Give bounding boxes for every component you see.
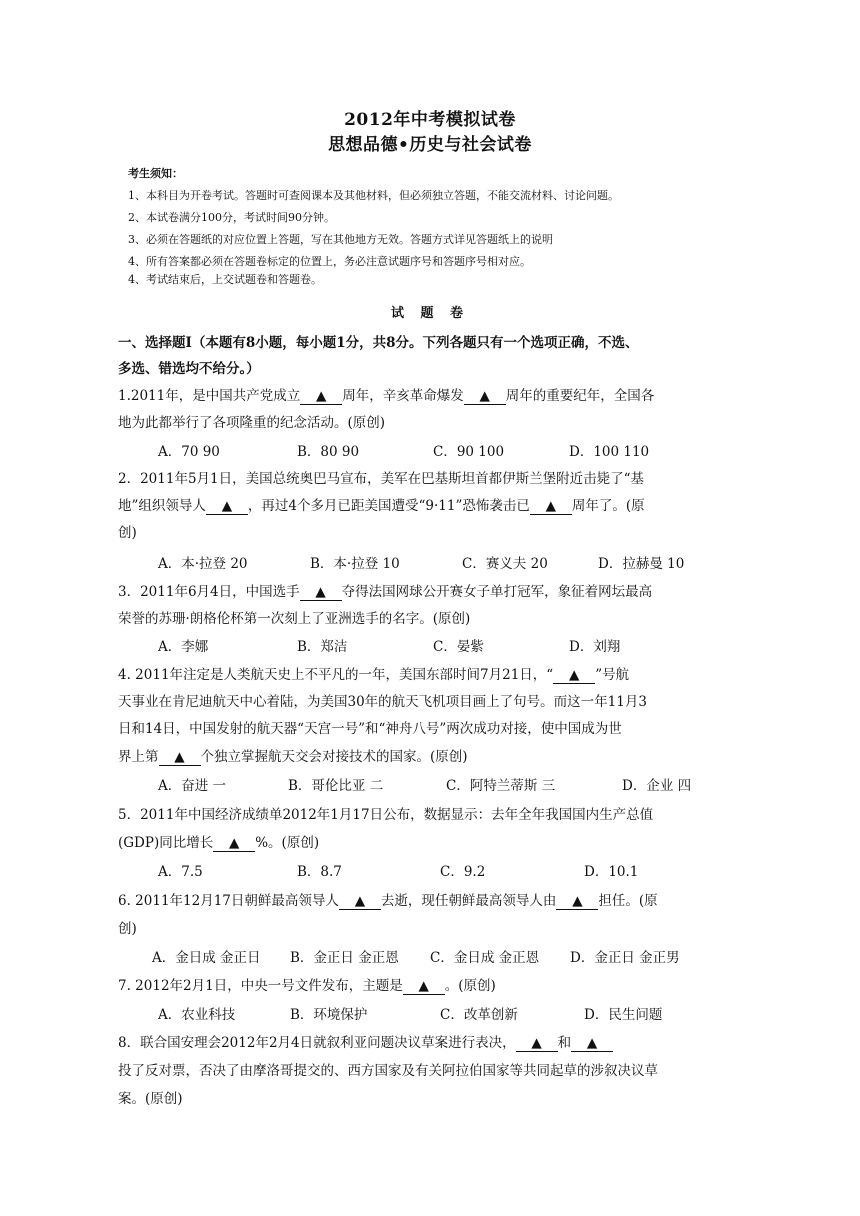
option-a: A．7.5: [158, 864, 203, 880]
question-6-cont: 创): [118, 921, 137, 937]
option-a: A．李娜: [158, 639, 209, 655]
question-6: 6. 2011年12月17日朝鲜最高领导人 ▲ 去逝，现任朝鲜最高领导人由 ▲ 担任。(原: [118, 893, 658, 909]
notice-item: 1、本科目为开卷考试。答题时可查阅课本及其他材料，但必须独立答题，不能交流材料、讨论问题。: [128, 189, 619, 202]
exam-title: 2012年中考模拟试卷: [344, 110, 516, 130]
question-8: 8．联合国安理会2012年2月4日就叙利亚问题决议草案进行表决， ▲ 和 ▲: [118, 1031, 613, 1052]
option-d: D．企业 四: [622, 778, 692, 794]
option-a: A．农业科技: [158, 1007, 236, 1023]
option-c: C．赛义夫 20: [462, 556, 548, 572]
notice-heading: 考生须知：: [128, 167, 183, 180]
option-c: C．9.2: [440, 864, 486, 880]
option-c: C．金日成 金正恩: [430, 950, 540, 966]
answer-blank: ▲: [530, 499, 572, 515]
answer-blank: ▲: [339, 894, 381, 910]
question-5-cont: (GDP)同比增长 ▲ %。(原创): [118, 835, 320, 851]
answer-blank: ▲: [553, 668, 595, 684]
option-d: D．100 110: [569, 444, 650, 460]
option-d: D．金正日 金正男: [570, 950, 680, 966]
question-2-cont: 地”组织领导人 ▲ ，再过4个多月已距美国遭受“9·11”恐怖袭击已 ▲ 周年了。(原: [118, 498, 645, 514]
answer-blank: ▲: [213, 836, 255, 852]
notice-item: 4、考试结束后，上交试题卷和答题卷。: [128, 273, 322, 286]
notice-item: 4、所有答案都必须在答题卷标定的位置上，务必注意试题序号和答题序号相对应。: [128, 255, 531, 268]
question-1: 1.2011年，是中国共产党成立 ▲ 周年，辛亥革命爆发 ▲ 周年的重要纪年，全国各: [118, 388, 655, 404]
notice-item: 3、必须在答题纸的对应位置上答题，写在其他地方无效。答题方式详见答题纸上的说明: [128, 233, 553, 246]
question-8-cont: 投了反对票，否决了由摩洛哥提交的、西方国家及有关阿拉伯国家等共同起草的涉叙决议草: [118, 1063, 658, 1079]
question-1-cont: 地为此都举行了各项隆重的纪念活动。(原创): [118, 415, 386, 431]
option-a: A．本·拉登 20: [158, 556, 248, 572]
option-c: C．晏紫: [433, 639, 484, 655]
answer-blank: ▲: [403, 979, 445, 995]
question-4-cont: 天事业在肯尼迪航天中心着陆，为美国30年的航天飞机项目画上了句号。而这一年11月3: [118, 694, 647, 710]
answer-blank: ▲: [556, 894, 598, 910]
option-b: B．8.7: [297, 864, 342, 880]
option-d: D．民生问题: [584, 1007, 663, 1023]
section-title: 试 题 卷: [390, 306, 470, 321]
option-d: D．拉赫曼 10: [598, 556, 685, 572]
part-heading: 一、选择题Ⅰ（本题有8小题，每小题1分，共8分。下列各题只有一个选项正确，不选、: [118, 335, 639, 351]
question-4: 4. 2011年注定是人类航天史上不平凡的一年，美国东部时间7月21日，“ ▲ ”号航: [118, 667, 630, 683]
option-b: B．80 90: [297, 444, 360, 460]
option-b: B．哥伦比亚 二: [288, 778, 384, 794]
option-b: B．郑洁: [297, 639, 348, 655]
option-c: C．改革创新: [440, 1007, 518, 1023]
notice-item: 2、本试卷满分100分，考试时间90分钟。: [128, 211, 335, 224]
question-7: 7. 2012年2月1日，中央一号文件发布，主题是 ▲ 。(原创): [118, 978, 496, 994]
answer-blank: ▲: [516, 1036, 558, 1052]
option-b: B．环境保护: [290, 1007, 368, 1023]
option-b: B．本·拉登 10: [310, 556, 400, 572]
option-d: D．刘翔: [569, 639, 621, 655]
answer-blank: ▲: [300, 389, 342, 405]
answer-blank: ▲: [159, 750, 201, 766]
option-b: B．金正日 金正恩: [290, 950, 399, 966]
option-a: A．奋进 一: [158, 778, 227, 794]
option-a: A．金日成 金正日: [152, 950, 261, 966]
question-8-cont: 案。(原创): [118, 1091, 183, 1107]
answer-blank: ▲: [206, 499, 248, 515]
exam-subtitle: 思想品德•历史与社会试卷: [328, 135, 532, 155]
part-heading-cont: 多选、错选均不给分。）: [118, 361, 260, 377]
question-4-cont: 日和14日，中国发射的航天器“天宫一号”和“神舟八号”两次成功对接，使中国成为世: [118, 721, 622, 737]
answer-blank: ▲: [571, 1036, 613, 1052]
question-3-cont: 荣誉的苏珊·朗格伦杯第一次刻上了亚洲选手的名字。(原创): [118, 611, 471, 627]
option-a: A．70 90: [158, 444, 220, 460]
question-3: 3．2011年6月4日，中国选手 ▲ 夺得法国网球公开赛女子单打冠军，象征着网坛最高: [118, 584, 653, 600]
question-5: 5．2011年中国经济成绩单2012年1月17日公布，数据显示：去年全年我国国内生产总值: [118, 807, 654, 823]
answer-blank: ▲: [464, 389, 506, 405]
option-d: D．10.1: [584, 864, 639, 880]
option-c: C．90 100: [433, 444, 505, 460]
question-4-cont: 界上第 ▲ 个独立掌握航天交会对接技术的国家。(原创): [118, 749, 468, 765]
question-2: 2．2011年5月1日，美国总统奥巴马宣布，美军在巴基斯坦首都伊斯兰堡附近击毙了“基: [118, 471, 645, 487]
option-c: C．阿特兰蒂斯 三: [446, 778, 556, 794]
question-2-cont: 创): [118, 525, 137, 541]
answer-blank: ▲: [300, 585, 342, 601]
